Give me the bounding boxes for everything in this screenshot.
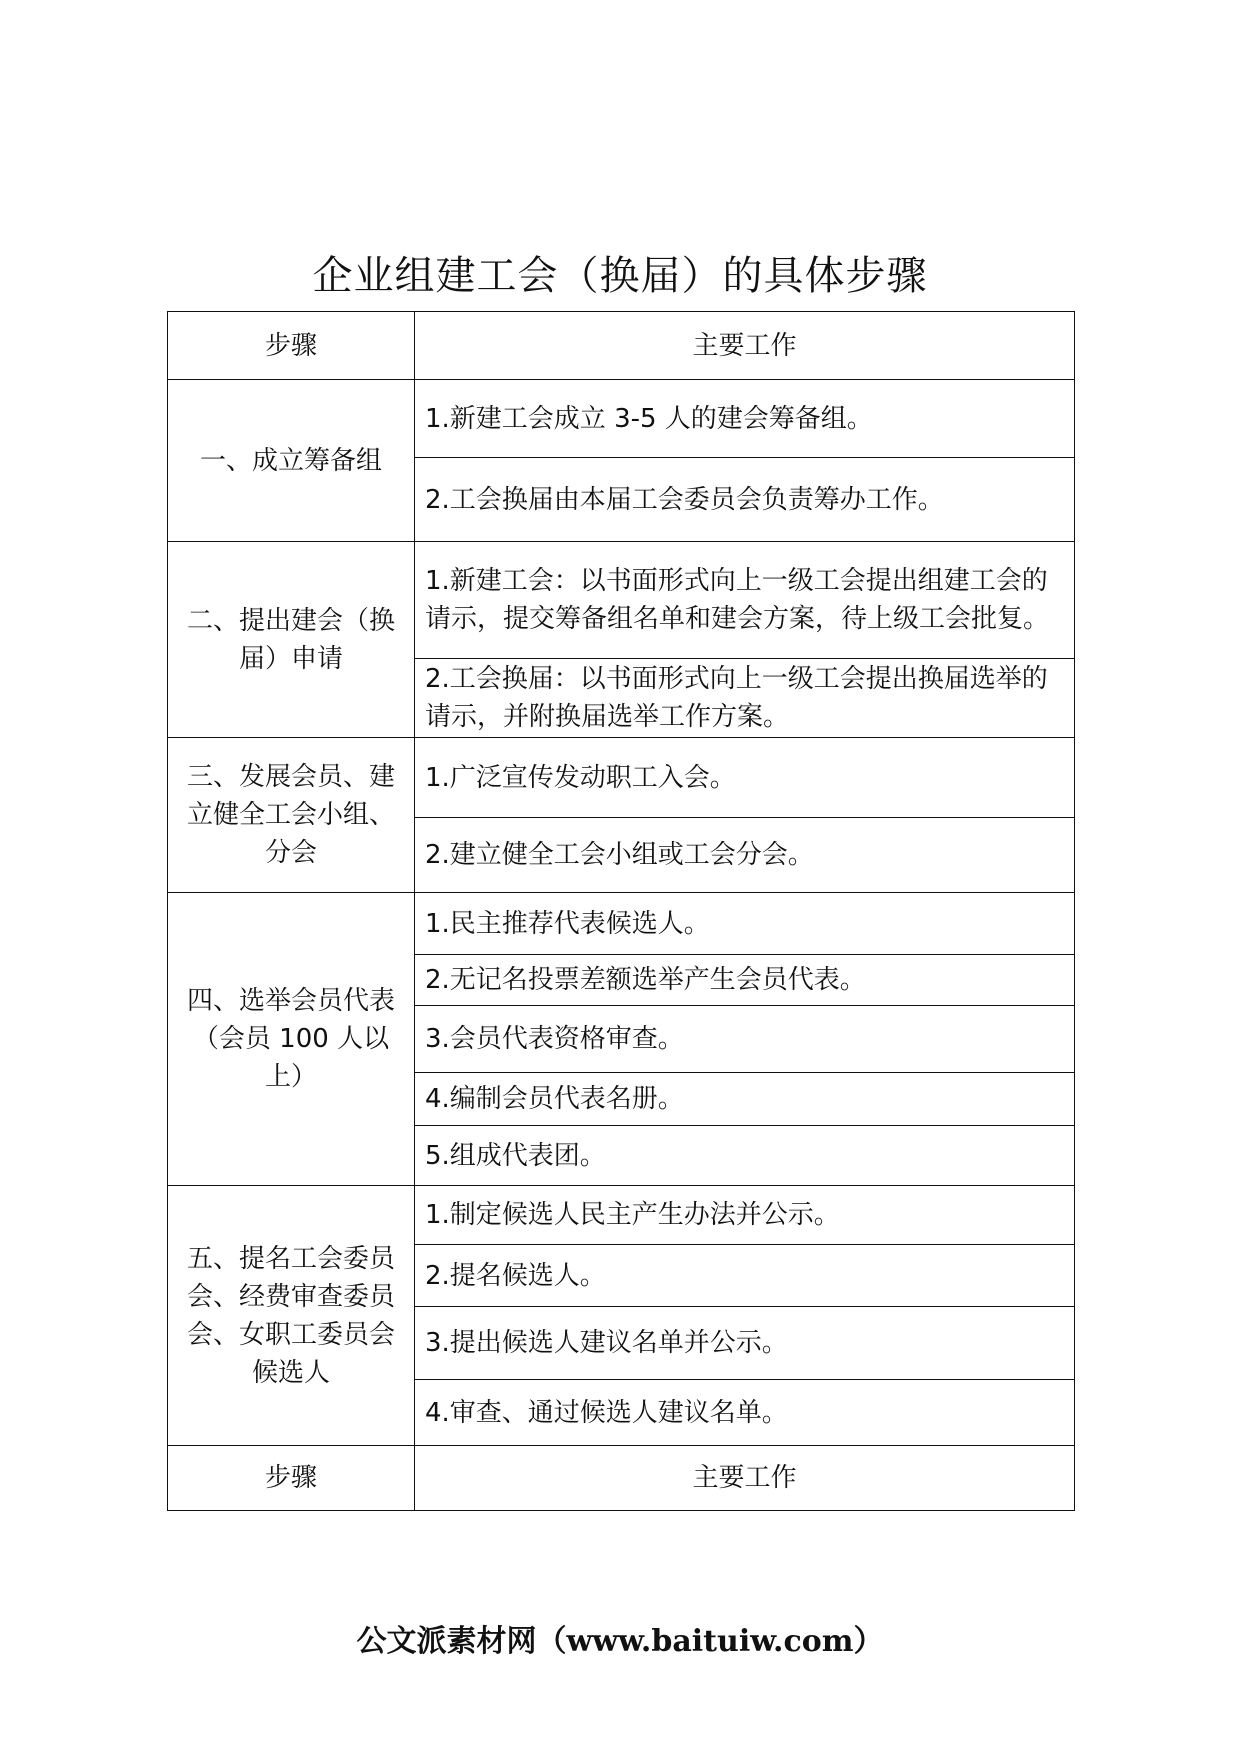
work-item: 2.工会换届由本届工会委员会负责筹办工作。 [415, 458, 1075, 542]
site-footer: 公文派素材网（www.baituiw.com） [356, 1624, 884, 1659]
work-item: 4.编制会员代表名册。 [415, 1073, 1075, 1126]
work-item: 3.会员代表资格审查。 [415, 1006, 1075, 1073]
table-header-row [168, 312, 1075, 380]
work-item: 1.新建工会：以书面形式向上一级工会提出组建工会的请示，提交筹备组名单和建会方案，待上级工会批复。 [415, 542, 1075, 659]
work-item: 1.制定候选人民主产生办法并公示。 [415, 1186, 1075, 1245]
step-label: 四、选举会员代表（会员 100 人以上） [168, 893, 415, 1186]
steps-table [167, 311, 1075, 1511]
work-item: 5.组成代表团。 [415, 1126, 1075, 1186]
footer-header-step: 步骤 [168, 1446, 415, 1511]
work-item: 4.审查、通过候选人建议名单。 [415, 1380, 1075, 1446]
header-step: 步骤 [168, 312, 415, 380]
work-item: 2.无记名投票差额选举产生会员代表。 [415, 955, 1075, 1006]
step-label: 五、提名工会委员会、经费审查委员会、女职工委员会候选人 [168, 1186, 415, 1446]
step-label: 一、成立筹备组 [168, 380, 415, 542]
work-item: 1.民主推荐代表候选人。 [415, 893, 1075, 955]
table-footer-row [168, 1446, 1075, 1511]
work-item: 2.建立健全工会小组或工会分会。 [415, 818, 1075, 893]
step-label: 三、发展会员、建立健全工会小组、分会 [168, 738, 415, 893]
page-title: 企业组建工会（换届）的具体步骤 [312, 253, 928, 299]
table-row [168, 1186, 1075, 1245]
work-item: 1.广泛宣传发动职工入会。 [415, 738, 1075, 818]
work-item: 1.新建工会成立 3-5 人的建会筹备组。 [415, 380, 1075, 458]
table-row [168, 893, 1075, 955]
table-row [168, 738, 1075, 818]
header-work: 主要工作 [415, 312, 1075, 380]
table-row [168, 542, 1075, 659]
footer-header-work: 主要工作 [415, 1446, 1075, 1511]
work-item: 2.工会换届：以书面形式向上一级工会提出换届选举的请示，并附换届选举工作方案。 [415, 659, 1075, 738]
work-item: 2.提名候选人。 [415, 1245, 1075, 1307]
step-label: 二、提出建会（换届）申请 [168, 542, 415, 738]
work-item: 3.提出候选人建议名单并公示。 [415, 1307, 1075, 1380]
table-row [168, 380, 1075, 458]
